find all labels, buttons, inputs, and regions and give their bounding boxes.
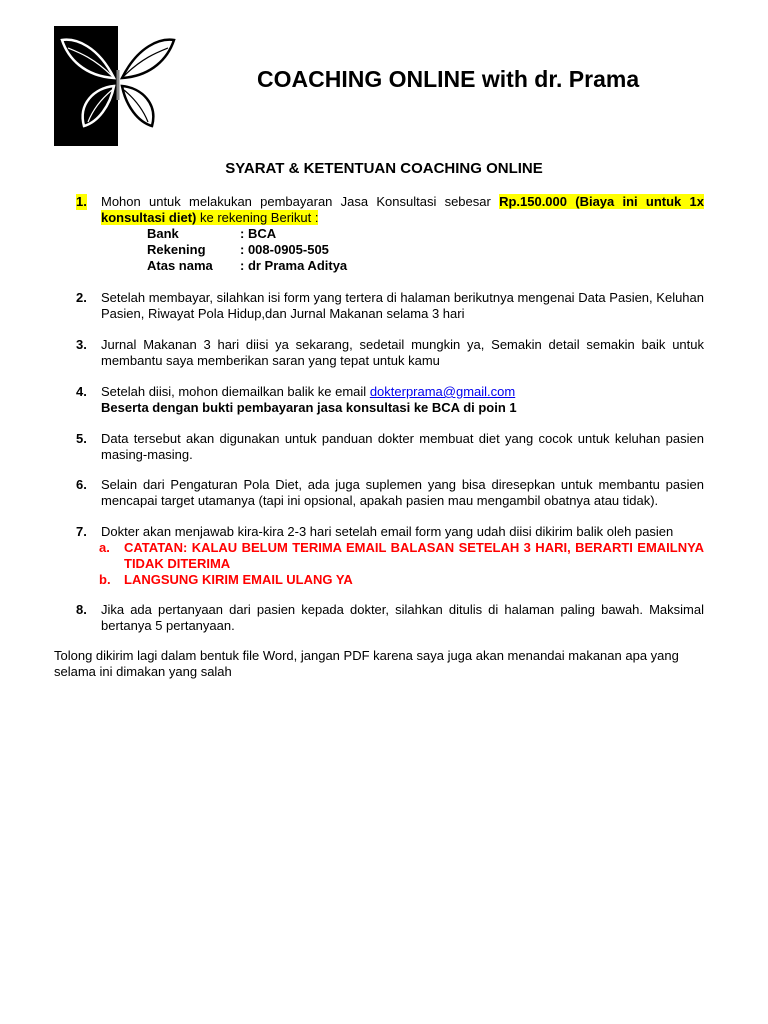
item-number: 6. bbox=[76, 477, 87, 492]
payment-amount: Rp.150.000 (Biaya ini untuk 1x konsultasi diet) bbox=[101, 194, 704, 225]
bank-details bbox=[147, 226, 704, 274]
item-number: 5. bbox=[76, 431, 87, 446]
item-text: Selain dari Pengaturan Pola Diet, ada juga suplemen yang bisa diresepkan untuk membantu pasien mencapai target utamanya (tapi ini opsional, apakah pasien mau mengambil obatnya atau tidak). bbox=[101, 477, 704, 508]
item-number: 8. bbox=[76, 602, 87, 617]
footer-note: Tolong dikirim lagi dalam bentuk file Word, jangan PDF karena saya juga akan menandai makanan apa yang selama ini dimakan yang salah bbox=[54, 648, 679, 679]
item-text: Mohon untuk melakukan pembayaran Jasa Konsultasi sebesar bbox=[101, 194, 500, 209]
item-number: 4. bbox=[76, 384, 87, 399]
list-item-4 bbox=[54, 384, 704, 416]
list-item-2 bbox=[54, 290, 704, 322]
list-item-1 bbox=[54, 194, 704, 274]
item-text: Jika ada pertanyaan dari pasien kepada dokter, silahkan ditulis di halaman paling bawah. Maksimal bertanya 5 pertanyaan. bbox=[101, 602, 704, 633]
list-item-7 bbox=[54, 524, 704, 588]
item-number: 7. bbox=[76, 524, 87, 539]
list-item-3 bbox=[54, 337, 704, 369]
page-title: COACHING ONLINE with dr. Prama bbox=[257, 66, 640, 92]
sub-item-b: b. LANGSUNG KIRIM EMAIL ULANG YA bbox=[99, 572, 353, 587]
item-text: Dokter akan menjawab kira-kira 2-3 hari setelah email form yang udah diisi dikirim balik oleh pasien bbox=[101, 524, 674, 539]
item-text: Setelah diisi, mohon diemailkan balik ke email bbox=[101, 384, 370, 399]
section-title: SYARAT & KETENTUAN COACHING ONLINE bbox=[225, 160, 543, 177]
list-item-8 bbox=[54, 602, 704, 634]
item-text: ke rekening Berikut : bbox=[196, 210, 319, 225]
item-text: Jurnal Makanan 3 hari diisi ya sekarang, sedetail mungkin ya, Semakin detail semakin baik untuk membantu saya memberikan saran yang tepat untuk kamu bbox=[101, 337, 704, 368]
butterfly-logo-icon bbox=[54, 26, 182, 146]
item-text: Data tersebut akan digunakan untuk panduan dokter membuat diet yang cocok untuk keluhan pasien masing-masing. bbox=[101, 431, 704, 462]
list-item-6 bbox=[54, 477, 704, 509]
item-number: 3. bbox=[76, 337, 87, 352]
item-text: Setelah membayar, silahkan isi form yang tertera di halaman berikutnya mengenai Data Pasien, Keluhan Pasien, Riwayat Pola Hidup,dan Jurnal Makanan selama 3 hari bbox=[101, 290, 704, 321]
email-link[interactable]: dokterprama@gmail.com bbox=[369, 384, 516, 399]
sub-item-a: a. CATATAN: KALAU BELUM TERIMA EMAIL BALASAN SETELAH 3 HARI, BERARTI EMAILNYA TIDAK DITERIMA bbox=[99, 540, 704, 571]
bank-row: Rekening : 008-0905-505 bbox=[147, 242, 329, 257]
item-number: 2. bbox=[76, 290, 87, 305]
list-item-5 bbox=[54, 431, 704, 463]
item-number: 1. bbox=[76, 194, 87, 209]
item-bold-line: Beserta dengan bukti pembayaran jasa konsultasi ke BCA di poin 1 bbox=[101, 400, 517, 415]
bank-row: Bank : BCA bbox=[147, 226, 277, 241]
bank-row: Atas nama : dr Prama Aditya bbox=[147, 258, 348, 273]
